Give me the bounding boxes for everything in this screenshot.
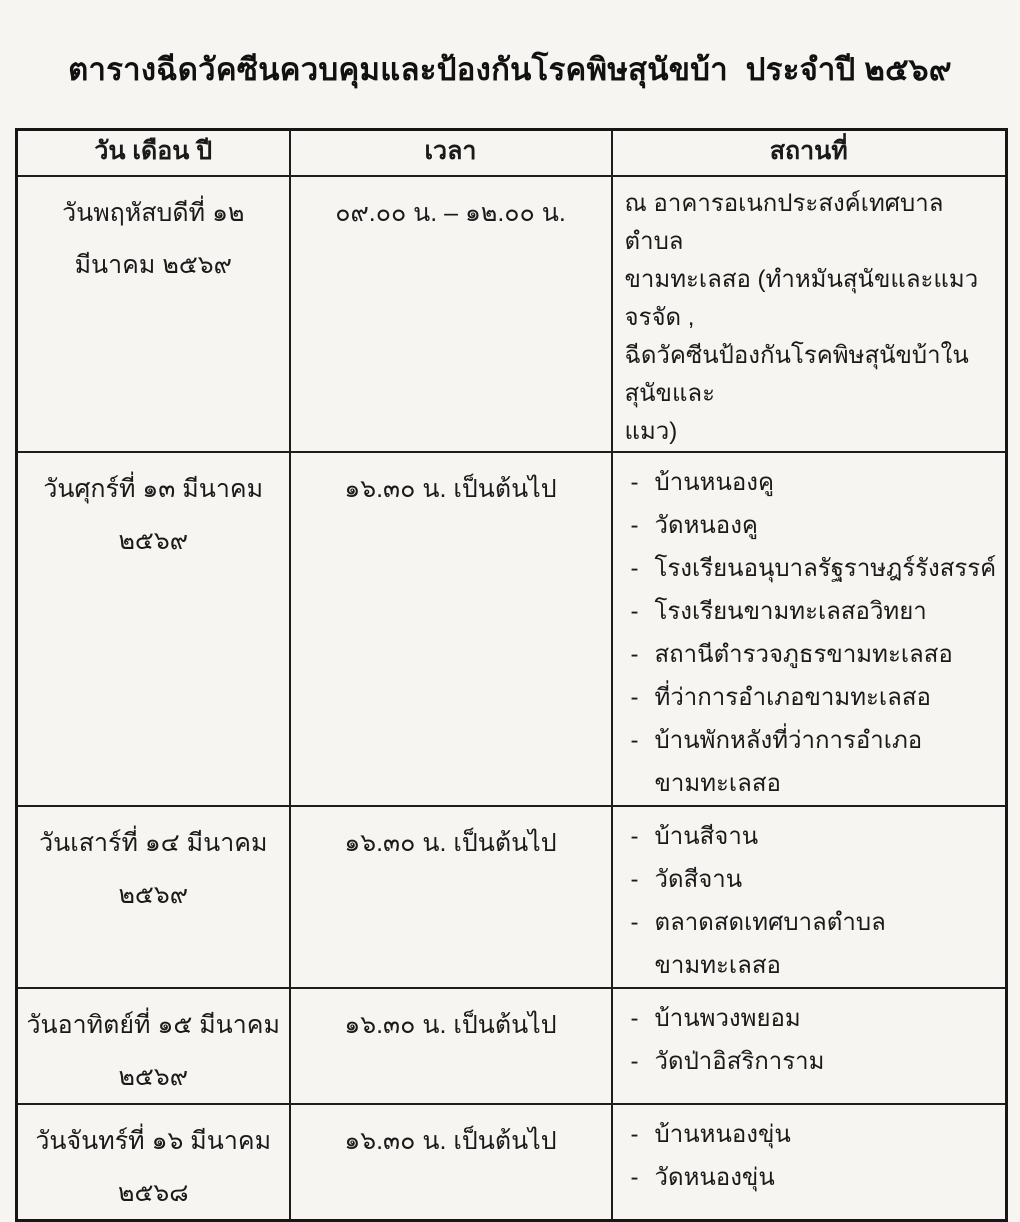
dash-bullet: - [630, 727, 639, 754]
date-cell [17, 988, 290, 1104]
place-name: บ้านพักหลังที่ว่าการอำเภอขามทะเลสอ [654, 727, 923, 797]
date-line: ๒๕๖๙ [118, 527, 189, 555]
place-name: สถานีตำรวจภูธรขามทะเลสอ [654, 641, 953, 668]
place-name: วัดป่าอิสริการาม [654, 1048, 825, 1075]
place-cell [612, 806, 1007, 988]
dash-bullet: - [630, 1048, 639, 1075]
place-paragraph-line: ณ อาคารอเนกประสงค์เทศบาลตำบล [624, 190, 944, 255]
time-cell [290, 1104, 612, 1221]
place-name: วัดหนองคู [654, 512, 758, 539]
place-list-item [625, 815, 998, 858]
date-line: วันอาทิตย์ที่ ๑๕ มีนาคม [26, 1011, 280, 1039]
place-name: วัดสีจาน [654, 866, 743, 893]
dash-bullet: - [630, 469, 639, 496]
dash-bullet: - [630, 1005, 639, 1032]
table-row [17, 1104, 1007, 1221]
dash-bullet: - [630, 598, 639, 625]
dash-bullet: - [630, 866, 639, 893]
time-text: ๑๖.๓๐ น. เป็นต้นไป [344, 829, 557, 857]
place-list-item [625, 997, 998, 1040]
header-cell-time: เวลา [290, 130, 612, 177]
place-list-item [625, 1156, 998, 1199]
date-line: วันจันทร์ที่ ๑๖ มีนาคม [35, 1127, 272, 1155]
place-list-item [625, 633, 998, 676]
place-name: โรงเรียนอนุบาลรัฐราษฎร์รังสรรค์ [654, 555, 997, 582]
date-cell [17, 452, 290, 806]
place-paragraph-line: ฉีดวัคซีนป้องกันโรคพิษสุนัขบ้าในสุนัขและ [624, 342, 969, 407]
place-cell [612, 988, 1007, 1104]
dash-bullet: - [630, 1164, 639, 1191]
date-line: ๒๕๖๙ [118, 1063, 189, 1091]
date-line: ๒๕๖๙ [118, 881, 189, 909]
date-cell [17, 1104, 290, 1221]
place-list-item [625, 719, 998, 805]
place-list-item [625, 676, 998, 719]
dash-bullet: - [630, 684, 639, 711]
date-cell [17, 806, 290, 988]
date-line: วันเสาร์ที่ ๑๔ มีนาคม [39, 829, 268, 857]
time-cell [290, 176, 612, 452]
page-title: ตารางฉีดวัคซีนควบคุมและป้องกันโรคพิษสุนัขบ้า ประจำปี ๒๕๖๙ [68, 52, 952, 87]
place-list-item [625, 1040, 998, 1083]
time-text: ๑๖.๓๐ น. เป็นต้นไป [344, 1011, 557, 1039]
place-name: บ้านสีจาน [654, 823, 759, 850]
dash-bullet: - [630, 1121, 639, 1148]
time-cell [290, 988, 612, 1104]
place-list-item [625, 504, 998, 547]
place-name: โรงเรียนขามทะเลสอวิทยา [654, 598, 927, 625]
date-cell [17, 176, 290, 452]
place-cell [612, 1104, 1007, 1221]
place-list-item [625, 858, 998, 901]
time-text: ๐๙.๐๐ น. – ๑๒.๐๐ น. [335, 199, 566, 227]
place-name: บ้านพวงพยอม [654, 1005, 801, 1032]
header-cell-place: สถานที่ [612, 130, 1007, 177]
time-cell [290, 452, 612, 806]
place-list-item [625, 1113, 998, 1156]
dash-bullet: - [630, 641, 639, 668]
date-line: ๒๕๖๘ [117, 1179, 189, 1207]
table-row [17, 988, 1007, 1104]
time-text: ๑๖.๓๐ น. เป็นต้นไป [344, 1127, 557, 1155]
place-name: บ้านหนองคู [654, 469, 775, 496]
table-row [17, 452, 1007, 806]
time-text: ๑๖.๓๐ น. เป็นต้นไป [344, 475, 557, 503]
place-list-item [625, 547, 998, 590]
date-line: มีนาคม ๒๕๖๙ [74, 251, 232, 279]
header-cell-date: วัน เดือน ปี [17, 130, 290, 177]
place-name: ตลาดสดเทศบาลตำบลขามทะเลสอ [654, 909, 886, 979]
place-list-item [625, 461, 998, 504]
place-name: บ้านหนองขุ่น [654, 1121, 791, 1148]
table-row [17, 176, 1007, 452]
place-name: ที่ว่าการอำเภอขามทะเลสอ [654, 684, 931, 711]
date-line: วันศุกร์ที่ ๑๓ มีนาคม [43, 475, 264, 503]
vaccination-schedule-table [15, 128, 1008, 1222]
place-paragraph-line: ขามทะเลสอ (ทำหมันสุนัขและแมวจรจัด , [624, 266, 979, 331]
place-cell [612, 176, 1007, 452]
place-list-item [625, 590, 998, 633]
place-paragraph-line: แมว) [624, 418, 678, 445]
place-list-item [625, 901, 998, 987]
table-row [17, 806, 1007, 988]
date-line: วันพฤหัสบดีที่ ๑๒ [62, 199, 245, 227]
dash-bullet: - [630, 512, 639, 539]
dash-bullet: - [630, 823, 639, 850]
dash-bullet: - [630, 555, 639, 582]
place-name: วัดหนองขุ่น [654, 1164, 775, 1191]
table-header-row [17, 130, 1007, 177]
dash-bullet: - [630, 909, 639, 936]
time-cell [290, 806, 612, 988]
place-cell [612, 452, 1007, 806]
